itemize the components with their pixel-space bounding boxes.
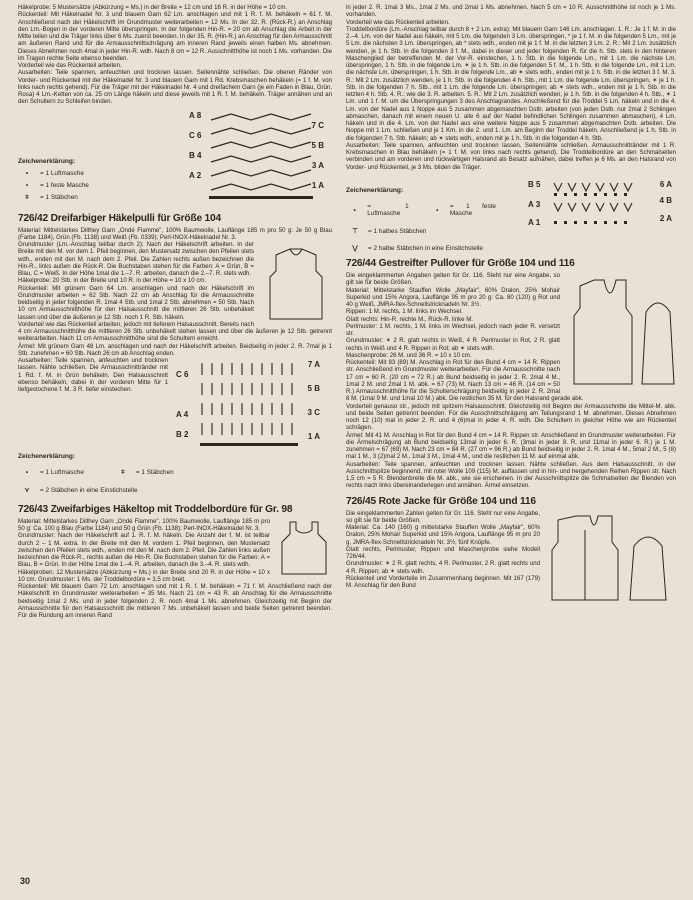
row-label: A 2 [189, 170, 202, 180]
two-half-double-crochet-icon: ⋁ [352, 244, 358, 252]
section-heading: 726/44 Gestreifter Pullover für Größe 104 und 116 [346, 258, 575, 269]
legend-row: ⋎ = 2 Stäbchen in eine Einstichstelle [20, 487, 332, 494]
crochet-chart-3 [526, 179, 676, 231]
paragraph: Grundmuster: ✶ 2 R. glatt rechts, 4 R. Perlmuster, 2 R. glatt rechts und 4 R. Rippen; ab ✶ stets wdh. [346, 560, 540, 575]
chain-stitch-icon: • [353, 206, 356, 214]
paragraph: Troddelbordüre (Lm.-Anschlag teilbar durch 8 + 2 Lm. extra): Mit blauem Garn 146 Lm. anschlagen. 1. R.: Je 1 f. M. in die 2.–4. Lm. von der Nadel aus häkeln, mit 5 Lm. die folgenden 3 Lm. überspringen, * je 1 f. M. in die folgenden 5 Lm., mit je 5 Lm. die nächsten 3 Lm. überspringen, ab * stets wdh., enden mit je 1 f. M. in die letzten 3 Lm. 2. R.: Mit 2 Lm. zusätzlich wenden, je 1 h. Stb. in die folgenden 3 f. M., dabei in dieser und jeder folgenden R. für die h. Stb. stets in den hinteren Maschenglied der betreffenden M. der Vor-R. einstechen, 1 h. Stb. in die folgende Lm., mit 1 Lm. die nächste Lm. überspringen, 1 h. Stb. in die folgende Lm. ✶ je 1 h. Stb. in die folgenden 5 f. M., 1 h. Stb. in die folgende Lm., mit 1 Lm. die nächste Lm. überspringen, 1 h. Stb. in die folgende Lm., ab ✶ stets wdh., enden mit je 1 h. Stb. in die letzten 3 f. M. 3. R.: Mit 2 Lm. zusätzlich wenden, je 1 h. Stb. in die folgenden 4 h. Stb., mit 1 Lm. die folgende Lm. überspringen, ✶ je 1 h. Stb. in die folgenden 7 h. Stb., mit 1 Lm. die folgende Lm. überspringen; ab ✶ stets wdh., enden mit je 1 h. Stb. in die letzten 4 h. Stb. 4. R.: wie die 3. R. arbeiten. 5. R.: Mit 2 Lm. zusätzlich wenden, je 1 h. Stb. in die folgenden 4 h. Stb., ✶ 1 Lm. und 1 f. M. um die Überspringungen 3 des Anschlagrandes. Anschließend für die Troddel 5 Lm. häkeln und in die 4. Lm. von der Nadel aus 1 Noppe aus 5 zusammen abgemaschten Dstb. arbeiten (von jeden Dstb. nur 2mal 2 Schlingen abmaschen, danach mit einem neuen U. alle 6 auf der Nadel befindlichen Schlingen zusammen abmaschen), 4 Lm. häkeln und in die 4. Lm. von der Nadel aus eine weitere Noppe aus 5 zusammen abgemaschten Dstb. arbeiten. Die Noppe mit 1 Lm. schließen und je 1 Km. in die 2. und 1. Lm. am Beginn der Troddel häkeln. Anschließend je 1 h. Stb. in die folgenden 7 h. Stb. häkeln; ab ✶ stets wdh., enden mit je 1 h. Stb. in die folgenden 4 h. Stb. [346, 25, 676, 142]
jacket-schematic-drawing [546, 510, 676, 606]
row-label: 1 A [307, 432, 320, 441]
paragraph: Rückenteil: Mit 83 (89) M. Anschlag in Rot für den Bund 4 cm = 14 R. Rippen str. Anschließend im Grundmuster weiterarbeiten. Für die Armausschnitte nach 17 cm = 60 R. (20 cm = 72 R.) ab Bund beidseitig in jeder 2. R. 2mal 4 M., 1mal 2 M. und 2mal 1 M. abk. = 67 (73) M. Nach 13 cm = 46 R. (14 cm = 50 R.) Armausschnitthöhe für die Schulterschrägung beidseitig in jeder 2. R. 2mal 8 M. (1mal 9 M. und 1mal 10 M.) abk. Die restlichen 35 M. für den Halsrand gerade abk. [346, 359, 584, 403]
paragraph: Rückenteil: Mit Häkelnadel Nr. 3 und blauem Garn 62 Lm. anschlagen und mit 1 R. f. M. behäkeln = 61 f. M. Anschließend nach der Häkelschrift im Grundmuster weiterarbeiten = 12 Ms. In der 32. R. (Rück-R.) an Anschlag den Lm.-Bogen in der vorderen Mitte überspringen. In der folgenden Hin-R. = 20 cm ab Anschlag die Arbeit in der Mitte teilen und die Träger links über 6 Ms. zuerst beenden. In der 35. R. (Hin-R.) an Anschlag für den Armausschnitt am äußeren Rand und für die Armausschnittschrägung am inneren Rand jeweils einen halben Ms. abnehmen. Dieses Abnehmen noch 4mal in jeder Hin-R. wdh. Nach 8 cm = 12 R. Ausschnitthöhe ist noch 1 Ms. vorhanden. Die im Tragen rechte Seite ebenso beenden. [18, 11, 332, 62]
row-label: A 8 [189, 110, 202, 120]
right-column [346, 4, 676, 606]
paragraph: Häkelprobe: 5 Mustersätze (Abkürzung = Ms.) in der Breite = 12 cm und 16 R. in der Höhe = 10 cm. [18, 4, 288, 11]
row-label: A 4 [176, 410, 189, 419]
legend-1 [18, 110, 118, 207]
paragraph: Ausarbeiten: Teile spannen, anfeuchten und trocknen lassen. Nähte schließen. Aus dem Halsausschnitt, in der Ausschnittspitze beginnend, mit roter Wolle 109 (115) M. auffassen und in hin- und hergehenden Reihen Rippen str. Nach 1,5 cm = 5 R. Blendenbreite die M. abk., wie sie erscheinen. In der Ausschnittspitze die Schmalseiten der Blenden von rechts nach links übereinanderlegen und annähen. Ärmel einsetzen. [346, 460, 676, 490]
legend-row: ▪ = 1 feste Masche [20, 182, 118, 189]
row-label: A 1 [528, 217, 541, 227]
paragraph: Rippen: 1 M. rechts, 1 M. links im Wechsel. [346, 308, 463, 316]
sweater-schematic-drawing [566, 272, 676, 390]
paragraph: Rückenteil: Mit blauem Garn 72 Lm. anschlagen und mit 1 R. f. M. behäkeln = 71 f. M. Anschließend nach der Häkelschrift im Grundmuster weiterarbeiten = 35 Ms. Nach 21 cm = 43 R. ab Anschlag für die Armausschnitte beidseitig 1mal 2 Ms. und in jeder folgenden 2. R. noch 4mal 1 Ms. abnehmen. Gleichzeitig mit Beginn der Armausschnitte für den Halsausschnitt die mittleren 7 Ms. unbehäkelt lassen und beide Seiten getrennt beenden. Für die Rundung am inneren Rand [18, 583, 332, 619]
crochet-chart-2-drawing [198, 357, 302, 453]
paragraph: Vorderteil wie das Rückenteil arbeiten. [346, 18, 450, 26]
paragraph: Ausarbeiten: Teile spannen, anfeuchten und trocknen lassen. Nähte schließen. Die Armausschnittränder mit 1 Rd. f. M. in Grün behäkeln. Den Halsausschnitt ebenso behäkeln, dabei in der vorderen Mitte für 1 tiefgestochene f. M. 3 R. tiefer einstechen. [18, 357, 168, 393]
paragraph: Häkelprobe: 20 Stb. in der Breite und 10 R. in der Höhe = 10 x 10 cm. [18, 277, 207, 285]
legend-row: • = 1 Luftmasche [20, 170, 118, 177]
legend-3 [346, 179, 496, 240]
row-label: B 2 [176, 430, 189, 439]
paragraph: Rückenteil und Vorderteile im Zusammenhang beginnen. Mit 167 (179) M. Anschlag für den Bund [346, 574, 540, 589]
paragraph: Vorderteil wie das Rückenteil arbeiten, jedoch mit tieferem Halsausschnitt. Bereits nach 4 cm Armausschnitthöhe die mittleren 26 Stb. unbehäkelt stehen lassen und über die äußeren je 12 Stb. getrennt weiterarbeiten. Nach 11 cm Armausschnitthöhe sind die Schultern erreicht. [18, 320, 332, 343]
legend-row: ⋁ = 2 halbe Stäbchen in eine Einstichstelle [348, 245, 676, 252]
paragraph: Grundmuster (Lm.-Anschlag teilbar durch 2): Nach der Häkelschrift arbeiten. In der Breite mit den M. vor dem 1. Pfeil beginnen, den Mustersatz zwischen den Pfeilen stets wdh., enden mit den M. nach dem 2. Pfeil. Die Zahlen rechts außen bezeichnen die Hin-R., links außen die Rück-R. Die Buchstaben stehen für die Farben: A = Grün, B = Blau, C = Weiß. In der Höhe 1mal die 1.–7. R. arbeiten, danach die 2.–7. R. stets wdh. [18, 241, 254, 277]
row-label: 5 B [307, 384, 320, 393]
legend-row: ǂ = 1 Stäbchen [20, 194, 118, 201]
double-crochet-icon: ǂ [25, 194, 29, 202]
legend-row: ⊤ = 1 halbes Stäbchen [348, 228, 496, 235]
row-label: 6 A [659, 179, 672, 189]
v-stitch-icon: ⋎ [24, 486, 30, 494]
paragraph: Grundmuster: Nach der Häkelschrift auf 1. R. f. M. häkeln. Die Anzahl der f. M. ist teilbar durch 2 – 1 M. extra. In der Breite mit den M. vordem 1. Pfeil beginnen, den Mustersatz zwischen den Pfeilen stets wdh., enden mit den M. nach dem 2. Pfeil. Die Zahlen links außen bezeichnen die Rück-R., rechts außen die Hin-R. Die Buchstaben stehen für die Farben: A = Blau, B = Grün. In der Höhe 1mal die 1.–4. R. arbeiten, danach die 3.–4. R. stets wdh. [18, 532, 270, 569]
pattern-3-block [346, 179, 676, 240]
row-label: B 4 [189, 150, 202, 160]
section-heading: 726/42 Dreifarbiger Häkelpulli für Größe 104 [18, 212, 221, 224]
single-crochet-icon: ▪ [436, 206, 439, 214]
top-schematic-drawing [276, 518, 332, 578]
paragraph: Die eingeklammerten Zahlen gelten für Gr. 116. Steht nur eine Angabe, so gilt sie für beide Größen. [346, 509, 540, 524]
section-heading: 726/45 Rote Jacke für Größe 104 und 116 [346, 495, 536, 507]
paragraph: Ärmel: Mit 41 M. Anschlag in Rot für den Bund 4 cm = 14 R. Rippen str. Anschließend im Grundmuster weiterarbeiten. Für die Ärmelschrägung ab Bund beidseitig 13mal in jeder 6. R. (3mal in jeder 8. R. und 11mal in jeder 6. R.) je 1 M. zunehmen = 67 (69) M. Nach 23 cm = 84 R. (27 cm = 96 R.) ab Bund beidseitig in jeder 2. R. 1mal 4 M., 5mal 2 M., 5 (8) mal 1 M., 3 (2)mal 2 M., 1mal 3 M., 1mal 4 M., und die restlichen 11 M. auf einmal abk. [346, 431, 676, 461]
paragraph: Material: Ca. 140 (160) g mittelstarke Stauffen Wolle „Mayfair", 60% Dralon, 25% Mohair Superkid und 15% Angora, Lauflänge 95 m pro 20 g, JMRA-flex-Schnellstricknadeln Nr. 3½, fünf Knöpfe. [346, 524, 540, 546]
legend-row: • = 1 Luftmasche [20, 469, 84, 476]
row-label: 5 B [311, 140, 324, 150]
legend-2 [18, 453, 332, 494]
pattern-1-block [18, 110, 332, 207]
row-label: A 3 [528, 199, 541, 209]
paragraph: Material: Mittelstarkes Dilthey Garn „Ondé Flamme", 100% Baumwolle, Lauflänge 185 m pro 50 g: Ca. 100 g Blau (Farbe 1184) und 50 g Grün (Fb. 1138); Perl-INOX-Häkelnadel Nr. 3. [18, 517, 270, 532]
double-crochet-icon: ǂ [121, 469, 125, 477]
crochet-chart-2 [174, 357, 324, 453]
legend-row: ▪ = 1 feste Masche [431, 203, 496, 218]
paragraph: Häkelproben: 12 Mustersätze (Abkürzung = Ms.) in der Breite sind 20 R. in der Höhe = 10 x 10 cm. Grundmuster: 1 Ms. der Troddelbordüre = 3,5 cm breit. [18, 568, 270, 583]
row-label: 3 C [307, 408, 320, 417]
paragraph: Material: Mittelstarke Stauffen Wolle „Mayfair", 60% Dralon, 25% Mohair Superkid und 15% Angora, Lauflänge 95 m pro 20 g: Ca. 80 (120) g Rot und 40 g Weiß, JMRA-flex-Schnellstricknadeln Nr. 3½. [346, 286, 560, 308]
row-label: B 5 [528, 179, 541, 189]
paragraph: Material: Mittelstarkes Dilthey Garn „Ondé Flamme", 100% Baumwolle, Lauflänge 185 m pro 50 g: Je 50 g Blau (Farbe 1184), Grün (Fb. 1138) und Weiß (Fb. 0339); Perl-INOX-Häkelnadel Nr. 3. [18, 226, 332, 241]
crochet-chart-3-drawing [550, 179, 650, 231]
crochet-chart-1-drawing [207, 110, 315, 202]
row-label: 2 A [659, 213, 672, 223]
schematic-pullover [260, 241, 332, 325]
row-label: 4 B [659, 195, 672, 205]
paragraph: Ausarbeiten: Teile spannen, anfeuchten und trocknen lassen. Seitennähte schließen. Die oberen Ränder von Vorder- und Rückenteil mit der Häkelnadel Nr. 3 und blauem Garn mit 1 Rd. Krebsmaschen behäkeln (= 1 f. M. von links nach rechts gehend). Für die Träger mit der Häkelnadel Nr. 4 und dreifachem Garn (je ein Faden in Blau, Grün, Rosa) 4 Lm.-Ketten von ca. 25 cm Länge häkeln und diese jeweils mit 1 R. f. M. behäkeln. Träger annähen und an den Schultern zu Schleifen binden. [18, 69, 332, 106]
legend-row: ǂ = 1 Stäbchen [116, 469, 174, 476]
paragraph: Rückenteil: Mit grünem Garn 64 Lm. anschlagen und nach der Häkelschrift im Grundmuster arbeiten = 62 Stb. Nach 22 cm ab Anschlag für die Armausschnitte beidseitig in jeder folgenden R. 1mal 4 Stb. und 1mal 2 Stb. abnehmen = 50 Stb. Nach 10 cm Armausschnitthöhe für den Halsausschnitt die mittleren 26 Stb. unbehäkelt lassen und über die äußeren je 12 Stb. noch 1 R. Stb. häkeln. [18, 284, 254, 321]
legend-title: Zeichenerklärung: [18, 453, 76, 460]
row-label: 7 C [311, 120, 324, 130]
legend-row-group [346, 198, 496, 223]
paragraph: Vorderteil wie das Rückenteil arbeiten. [18, 62, 122, 69]
section-heading: 726/43 Zweifarbiges Häkeltop mit Troddelbordüre für Gr. 98 [18, 503, 293, 515]
schematic-sweater [566, 272, 676, 390]
single-crochet-icon: ▪ [25, 182, 29, 189]
paragraph: Die eingeklammerten Angaben gelten für Gr. 116. Steht nur eine Angabe, so gilt sie für beide Größen. [346, 272, 560, 287]
paragraph: Grundmuster: ✶ 2 R. glatt rechts in Weiß, 4 R. Perlmuster in Rot, 2 R. glatt rechts in Weiß und 4 R. Rippen in Rot; ab ✶ stets wdh. [346, 337, 560, 352]
paragraph: Ausarbeiten: Teile spannen, anfeuchten und trocknen lassen. Seitennähte schließen. Armausschnittränder mit 1 R. Krebsmaschen in Blau behäkeln (= 1 f. M. von links nach rechts gehend). Die Troddelbordüre an den Schmalseiten verbinden und am vorderen und rückwärtigen Halsrand als Besatz aufnähen, dabei treffen je 6 Ms. an den Halsrand von Vorder- und Rückenteil, je 3 Ms. bilden die Träger. [346, 141, 676, 171]
legend-title: Zeichenerklärung: [18, 157, 76, 165]
pullover-schematic-drawing [260, 241, 332, 325]
row-label: 1 A [311, 180, 324, 190]
row-label: C 6 [176, 370, 189, 379]
paragraph: in jeder 2. R. 1mal 3 Ms., 1mal 2 Ms. und 2mal 1 Ms. abnehmen. Nach 5 cm = 10 R. Ausschnitthöhe ist noch je 1 Ms. vorhanden. [346, 4, 676, 19]
paragraph: Perlmuster: 1 M. rechts, 1 M. links im Wechsel, jedoch nach jeder R. versetzt str. [346, 322, 560, 337]
half-double-crochet-icon: ⊤ [352, 227, 358, 235]
paragraph: Maschenprobe: 26 M. und 36 R. = 10 x 10 cm. [346, 351, 472, 359]
pattern-2-block [18, 357, 332, 453]
chain-stitch-icon: • [25, 169, 29, 177]
legend-row-group [18, 464, 332, 481]
page-number: 30 [20, 876, 31, 886]
row-label: 7 A [307, 360, 320, 369]
left-column [18, 4, 332, 619]
legend-row: • = 1 Luftmasche [348, 203, 409, 218]
paragraph: Vorderteil genauso str., jedoch mit spitzem Halsausschnitt. Gleichzeitig mit Beginn der Armausschnitte die Mittel-M. abk. und beide Seiten getrennt beenden. Für die Ausschnittschrägung am Teilungsrand 1 M. abnehmen. Dieses Abnehmen noch 12 (10) mal in jeder 2. R. und 4 (6)mal in jeder 4. R. wdh. Die Schultern in gleicher Höhe wie am Rückenteil schrägen. [346, 402, 676, 432]
legend-title: Zeichenerklärung: [346, 186, 404, 194]
schematic-jacket [546, 510, 676, 606]
row-label: C 6 [189, 130, 202, 140]
paragraph: Glatt rechts, Perlmuster, Rippen und Maschenprobe siehe Modell 726/44. [346, 545, 540, 560]
crochet-chart-1 [189, 110, 324, 202]
schematic-top [276, 518, 332, 578]
chain-stitch-icon: • [25, 469, 29, 477]
paragraph: Ärmel: Mit grünem Garn 48 Lm. anschlagen und nach der Häkelschrift arbeiten. Beidseitig in jeder 2. R. 7mal je 1 Stb. zunehmen = 60 Stb. Nach 26 cm ab Anschlag enden. [18, 342, 332, 357]
row-label: 3 A [311, 160, 324, 170]
paragraph: Glatt rechts: Hin-R. rechte M., Rück-R. linke M. [346, 315, 473, 323]
